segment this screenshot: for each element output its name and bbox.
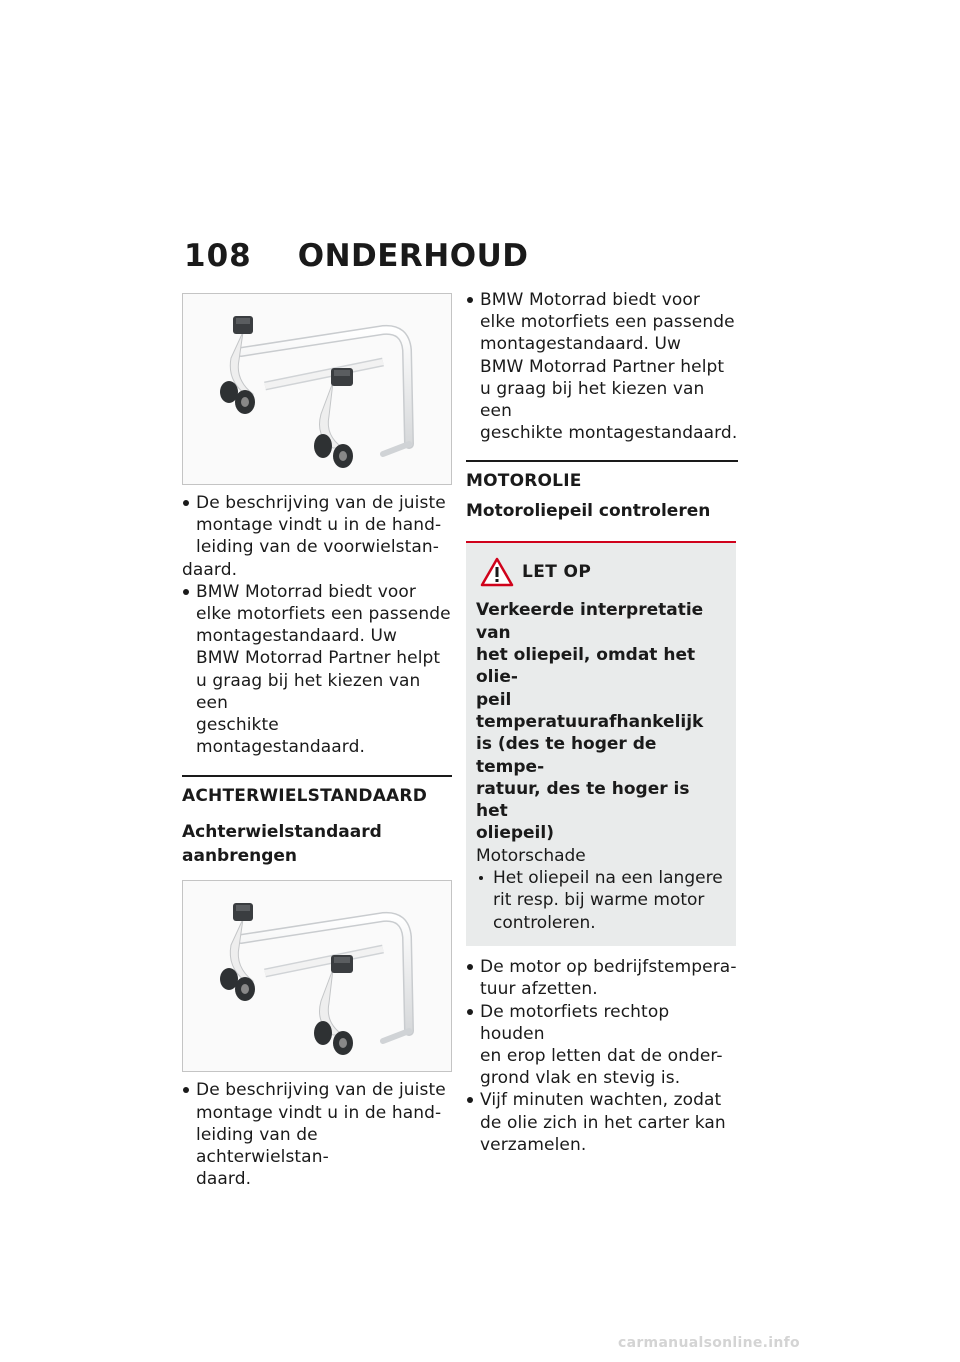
watermark: carmanualsonline.info — [618, 1335, 800, 1351]
warning-label: LET OP — [522, 562, 592, 583]
section-heading-motorolie: MOTOROLIE — [466, 460, 738, 491]
list-item: De beschrijving van de juiste montage vindt u in de hand- leiding van de voorwielstan- daard. — [182, 492, 452, 581]
subsection-heading-aanbrengen: Achterwielstandaard aanbrengen — [182, 822, 382, 867]
warning-box — [466, 541, 736, 946]
left-column — [182, 293, 452, 1190]
front-stand-illustration — [182, 293, 452, 485]
warning-title: Verkeerde interpretatie van het oliepeil, omdat het olie- peil temperatuurafhankelijk is (des te hoger de tempe- ratuur, des te hoger is het oliepeil) — [476, 600, 704, 844]
page-title: ONDERHOUD — [297, 238, 529, 274]
paddock-stand-image — [183, 294, 451, 484]
list-item: Vijf minuten wachten, zodat de olie zich in het carter kan verzamelen. — [466, 1089, 738, 1156]
warning-consequence: Motorschade — [476, 845, 586, 866]
left-bullet-list-2 — [182, 1079, 452, 1190]
right-bullet-list-2 — [466, 956, 738, 1156]
left-bullet-list-1 — [182, 492, 452, 758]
page-header — [184, 238, 529, 274]
right-column — [466, 289, 738, 1156]
list-item: BMW Motorrad biedt voor elke motorfiets een passende montagestandaard. Uw BMW Motorrad Partner helpt u graag bij het kiezen van een geschikte montagestandaard. — [182, 581, 452, 759]
right-bullet-list-1 — [466, 289, 738, 444]
rear-stand-illustration — [182, 880, 452, 1072]
warning-triangle-icon — [480, 557, 514, 587]
warning-steps — [476, 867, 726, 935]
list-item: BMW Motorrad biedt voor elke motorfiets een passende montagestandaard. Uw BMW Motorrad Partner helpt u graag bij het kiezen van een geschikte montagestandaard. — [466, 289, 738, 444]
list-item: De motorfiets rechtop houden en erop letten dat de onder- grond vlak en stevig is. — [466, 1001, 738, 1090]
section-heading-achterwielstandaard: ACHTERWIELSTANDAARD — [182, 775, 452, 806]
list-item: Het oliepeil na een langere rit resp. bij warme motor controleren. — [476, 867, 726, 935]
warning-header — [480, 557, 726, 587]
paddock-stand-image — [183, 881, 451, 1071]
list-item: De beschrijving van de juiste montage vindt u in de hand- leiding van de achterwielstan- daard. — [182, 1079, 452, 1190]
page-number: 108 — [184, 238, 252, 274]
subsection-heading-oliepeil: Motoroliepeil controleren — [466, 501, 711, 522]
list-item: De motor op bedrijfstempera- tuur afzetten. — [466, 956, 738, 1000]
